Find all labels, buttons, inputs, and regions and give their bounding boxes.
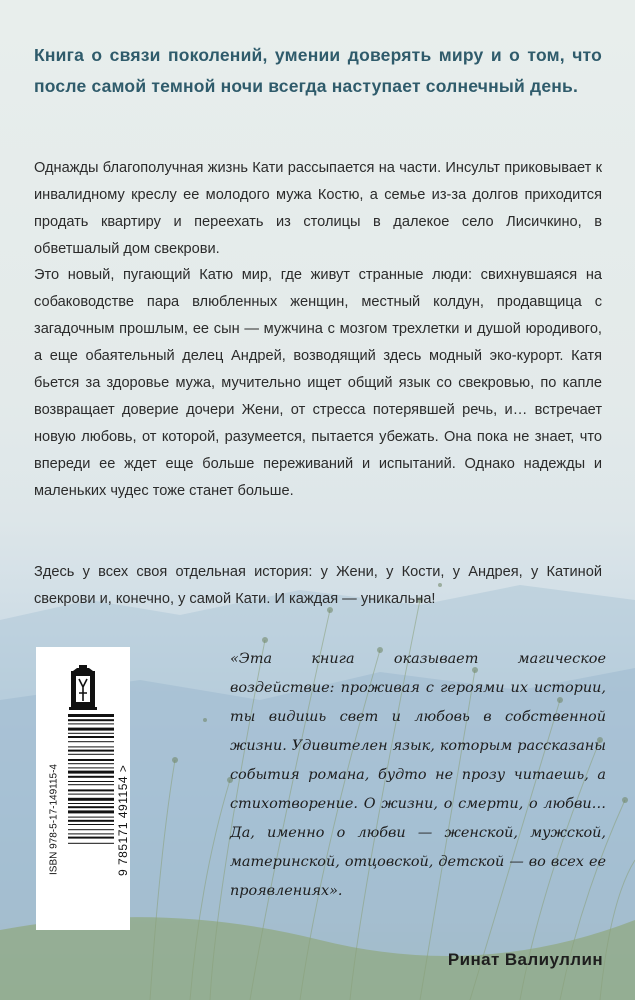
barcode-stripe xyxy=(68,771,114,774)
barcode-stripe xyxy=(68,733,114,734)
barcode-stripe xyxy=(68,810,114,813)
barcode-stripe xyxy=(68,767,114,768)
barcode-stripe xyxy=(68,789,114,791)
barcode-stripe xyxy=(68,750,114,752)
paragraph-3: Здесь у всех своя отдельная история: у Жени, у Кости, у Андрея, у Катиной свекрови и, конечно, у самой Кати. И каждая — уникальна! xyxy=(34,564,602,607)
lead-text: Книга о связи поколений, умении доверять миру и о том, что после самой темной ночи всегда наступает солнечный день. xyxy=(34,45,602,96)
barcode-stripe xyxy=(68,719,114,721)
barcode-graphic xyxy=(68,710,114,930)
barcode-stripe xyxy=(68,759,114,761)
barcode-stripe xyxy=(68,803,114,804)
barcode-stripe xyxy=(68,781,114,782)
barcode-stripe xyxy=(68,784,114,785)
barcode-stripe xyxy=(68,833,114,834)
paragraph-2: Это новый, пугающий Катю мир, где живут странные люди: свихнувшаяся на собаководстве пара влюбленных женщин, местный колдун, продавщица с загадочным прошлым, ее сын — мужчина с мозгом трехлетки и душой юродивого, а еще обаятельный делец Андрей, возводящий здесь модный эко-курорт. Катя бьется за здоровье мужа, мучительно ищет общий язык со свекровью, по капле возвращает доверие дочери Жени, от стресса потерявшей речь, и… встречает новую любовь, от которой, разумеется, пытается убежать. Она пока не знает, что впереди ее ждет еще больше переживаний и испытаний. Однако надежды и маленьких чудес тоже станет больше. xyxy=(34,267,602,499)
barcode-stripe xyxy=(68,754,114,755)
barcode-stripe xyxy=(68,837,114,839)
barcode-stripe xyxy=(68,829,114,830)
barcode-stripe xyxy=(68,824,114,825)
barcode-stripe xyxy=(68,820,114,822)
barcode-number: 9 785171 491154 > xyxy=(116,764,130,876)
barcode-stripe xyxy=(68,798,114,801)
barcode-stripe xyxy=(68,843,114,844)
barcode-stripe xyxy=(68,728,114,731)
barcode-stripe xyxy=(68,746,114,747)
barcode-stripe xyxy=(68,794,114,795)
barcode-stripe xyxy=(68,714,114,717)
barcode-stripe xyxy=(68,736,114,738)
review-quote: «Эта книга оказывает магическое воздействие: проживая с героями их истории, ты видишь свет и любовь в собственной жизни. Удивителен язык, которым рассказаны события романа, будто не прозу читаешь, а стихотворение. О жизни, о смерти, о любви… Да, именно о любви — женской, мужской, материнской, отцовской, детской — во всех ее проявлениях». xyxy=(230,651,606,899)
barcode-stripe xyxy=(68,741,114,742)
barcode-stripe xyxy=(68,763,114,764)
barcode-stripe xyxy=(68,806,114,808)
lantern-logo-icon xyxy=(67,665,99,715)
barcode-stripe xyxy=(68,817,114,818)
barcode-block xyxy=(36,710,130,930)
barcode-stripe xyxy=(68,723,114,724)
quote-author: Ринат Валиуллин xyxy=(447,950,603,969)
paragraph-1: Однажды благополучная жизнь Кати рассыпается на части. Инсульт приковывает к инвалидному креслу ее молодого мужа Костю, а семье из-за долгов приходится продать квартиру и переехать из столицы в далекое село Лисичкино, в обветшалый дом свекрови. xyxy=(34,160,602,257)
isbn-text: ISBN 978-5-17-149115-4 xyxy=(48,764,60,876)
barcode-stripe xyxy=(68,776,114,778)
